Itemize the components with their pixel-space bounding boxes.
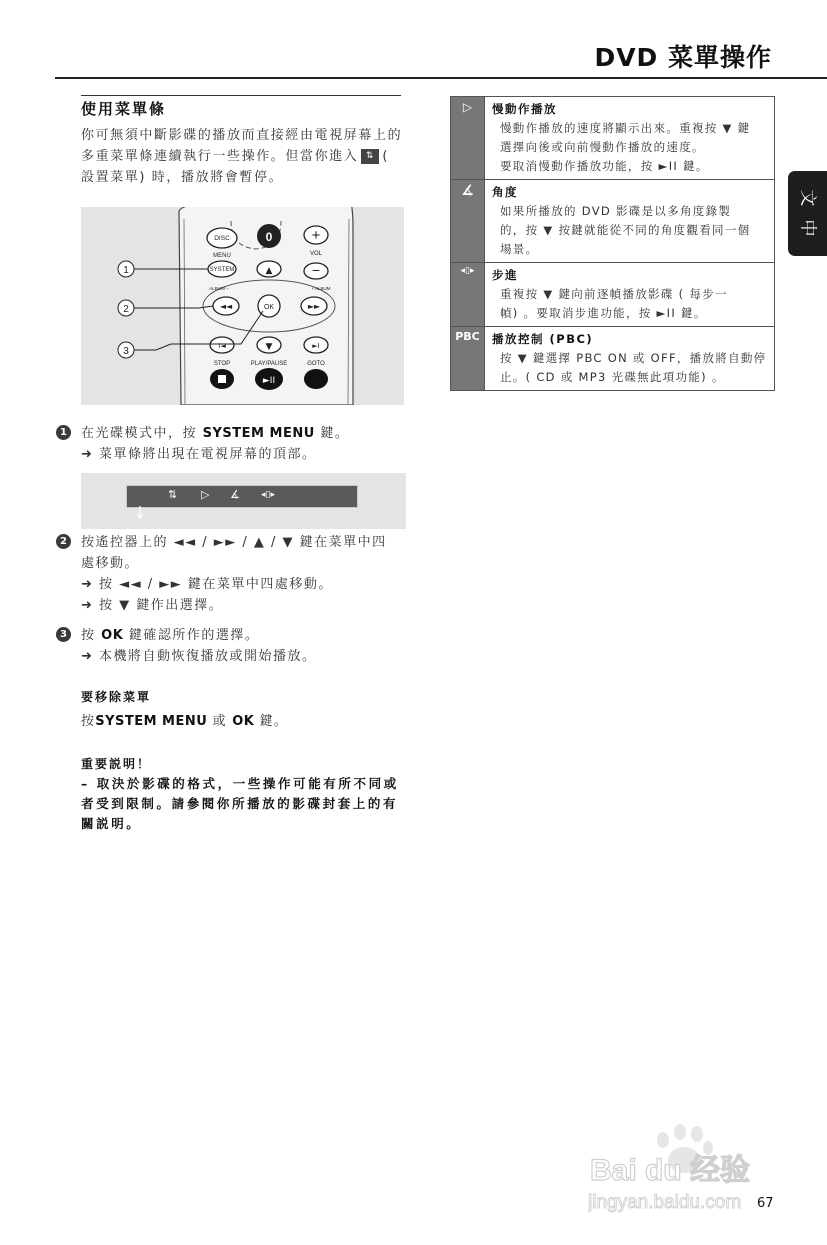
- svg-text:2: 2: [123, 304, 129, 315]
- note-text: – 取決於影碟的格式，一些操作可能有所不同或者受到限制。請參閱你所播放的影碟封套上的有關説明。: [81, 776, 399, 831]
- feature-title: 播放控制 (PBC): [492, 332, 594, 346]
- step-2: [60, 532, 401, 616]
- header-rule: [55, 77, 827, 79]
- page-number: 67: [757, 1196, 774, 1211]
- step-1-result: ➜ 菜單條將出現在電視屏幕的頂部。: [81, 447, 317, 462]
- language-tab-char-2: 中: [797, 219, 818, 237]
- watermark-url: jingyan.baidu.com: [588, 1192, 742, 1213]
- watermark-brand: Bai du 经验: [590, 1154, 751, 1187]
- svg-text:▼: ▼: [265, 342, 273, 352]
- svg-text:−: −: [311, 262, 321, 278]
- menu-pointer: [130, 500, 150, 522]
- svg-text:►II: ►II: [262, 376, 276, 386]
- svg-text:I◄: I◄: [218, 342, 226, 350]
- feature-desc-line: 止。( CD 或 MP3 光碟無此項功能) 。: [500, 370, 725, 384]
- step-frame-icon: ◂▯▸: [261, 490, 275, 500]
- note-title: 重要説明！: [81, 757, 152, 771]
- step-3-result: ➜ 本機將自動恢復播放或開始播放。: [81, 649, 317, 664]
- feature-title: 角度: [492, 185, 518, 199]
- svg-text:SYSTEM: SYSTEM: [209, 267, 235, 273]
- step-1-text-before: 在光碟模式中，按: [81, 426, 198, 441]
- svg-text:+: +: [311, 227, 321, 244]
- feature-row-slow-motion: [451, 97, 775, 180]
- svg-text:GOTO: GOTO: [307, 361, 325, 367]
- step-2-result-2: ➜ 按 ▼ 鍵作出選擇。: [81, 598, 224, 613]
- svg-text:ALBUM −: ALBUM −: [209, 286, 229, 291]
- setup-menu-icon: ⇅: [168, 488, 178, 501]
- svg-text:◄◄: ◄◄: [219, 302, 233, 311]
- feature-row-step: [451, 263, 775, 327]
- pbc-icon: PBC: [451, 327, 485, 391]
- svg-text:1: 1: [123, 265, 129, 276]
- menu-bar: [126, 485, 358, 508]
- remote-illustration: [81, 207, 404, 405]
- remove-menu-title: 要移除菜單: [81, 690, 152, 704]
- svg-text:OK: OK: [263, 304, 275, 311]
- remove-text-before: 按: [81, 714, 96, 729]
- feature-desc-line: 重複按 ▼ 鍵向前逐幀播放影碟 ( 每步一: [500, 287, 728, 301]
- step-1-key: SYSTEM MENU: [202, 426, 315, 441]
- svg-text:DISC: DISC: [214, 235, 230, 242]
- step-3-text-before: 按: [81, 628, 96, 643]
- feature-title: 慢動作播放: [492, 102, 557, 116]
- section-title: 使用菜單條: [81, 100, 167, 118]
- feature-row-angle: [451, 180, 775, 263]
- section-rule: [81, 95, 401, 96]
- feature-desc-line: 如果所播放的 DVD 影碟是以多角度錄製: [500, 204, 732, 218]
- feature-title: 步進: [492, 268, 518, 282]
- step-2-text: 按遙控器上的 ◄◄ / ►► / ▲ / ▼ 鍵在菜單中四處移動。: [81, 535, 387, 571]
- svg-text:►►: ►►: [307, 302, 321, 311]
- step-2-result-1: ➜ 按 ◄◄ / ►► 鍵在菜單中四處移動。: [81, 577, 333, 592]
- svg-text:0: 0: [265, 230, 273, 244]
- step-3-key: OK: [101, 628, 124, 643]
- angle-icon: ∡: [451, 180, 485, 263]
- svg-text:STOP: STOP: [213, 361, 231, 367]
- svg-text:MENU: MENU: [213, 253, 231, 259]
- feature-desc-line: 幀) 。要取消步進功能，按 ►II 鍵。: [500, 306, 707, 320]
- step-3-number: 3: [56, 627, 71, 642]
- step-3: [60, 625, 401, 667]
- language-tab-char-1: 文: [797, 189, 818, 207]
- remove-text-after: 鍵。: [259, 714, 289, 729]
- remove-or: 或: [212, 714, 227, 729]
- svg-text:3: 3: [123, 346, 129, 357]
- goto-button: [304, 369, 328, 389]
- page-header-title: DVD 菜單操作: [594, 43, 772, 72]
- slow-motion-icon: ▷: [201, 488, 210, 501]
- remove-menu-text: [81, 710, 288, 729]
- feature-row-pbc: [451, 327, 775, 391]
- step-1-text-after: 鍵。: [320, 426, 350, 441]
- feature-desc-line: 場景。: [500, 242, 539, 256]
- intro-paragraph: [81, 125, 407, 188]
- step-1-number: 1: [56, 425, 71, 440]
- remove-key-2: OK: [232, 714, 255, 729]
- step-3-text-after: 鍵確認所作的選擇。: [128, 628, 260, 643]
- feature-table: [450, 96, 775, 391]
- svg-text:PLAY/PAUSE: PLAY/PAUSE: [250, 361, 288, 367]
- intro-text-after: ( 設置菜單) 時，播放將會暫停。: [81, 149, 390, 185]
- feature-desc-line: 慢動作播放的速度將顯示出來。重複按 ▼ 鍵: [500, 121, 751, 135]
- svg-text:▲: ▲: [265, 266, 273, 276]
- svg-text:VOL: VOL: [309, 251, 323, 257]
- language-tab: [788, 171, 827, 256]
- feature-desc-line: 按 ▼ 鍵選擇 PBC ON 或 OFF，播放將自動停: [500, 351, 767, 365]
- remote-control-drawing: [81, 207, 404, 405]
- step-1: [60, 423, 401, 465]
- feature-desc-line: 選擇向後或向前慢動作播放的速度。: [500, 140, 705, 154]
- feature-desc-line: 的，按 ▼ 按鍵就能從不同的角度觀看同一個: [500, 223, 751, 237]
- remove-key-1: SYSTEM MENU: [95, 714, 208, 729]
- slow-motion-icon: ▷: [451, 97, 485, 180]
- step-frame-icon: ◂▯▸: [451, 263, 485, 327]
- angle-icon: ∡: [230, 488, 240, 501]
- intro-text-before: 你可無須中斷影碟的播放而直接經由電視屏幕上的多重菜單條連續執行一些操作。但當你進入: [81, 128, 403, 164]
- feature-desc-line: 要取消慢動作播放功能，按 ►II 鍵。: [500, 159, 709, 173]
- setup-menu-icon: ⇅: [361, 149, 379, 164]
- step-2-number: 2: [56, 534, 71, 549]
- svg-text:+ ALBUM: + ALBUM: [311, 286, 331, 291]
- svg-text:►I: ►I: [312, 342, 320, 350]
